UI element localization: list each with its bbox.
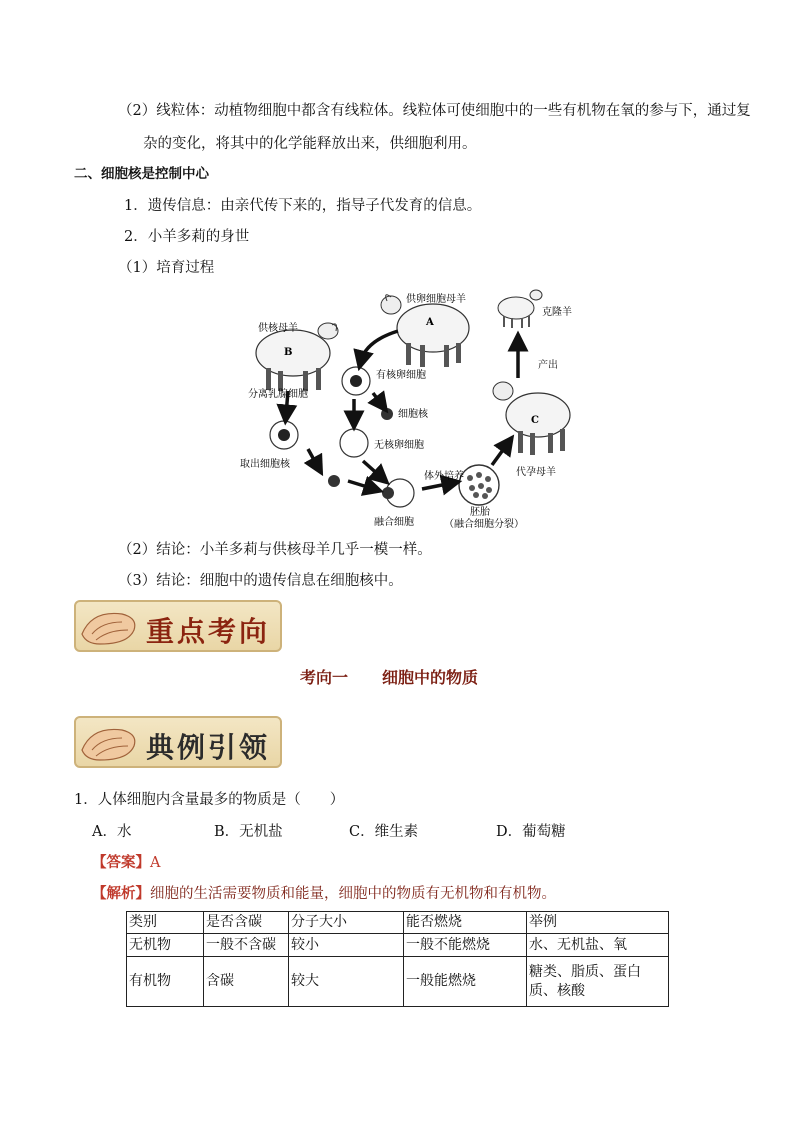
table-cell: 水、无机盐、氧 <box>527 934 669 957</box>
enucleated-egg-cell <box>340 429 368 457</box>
letter-b: B <box>284 347 293 358</box>
mammary-cell <box>270 421 298 449</box>
table-header-cell: 类别 <box>127 912 204 934</box>
analysis-line <box>92 884 556 904</box>
cloning-diagram <box>240 283 588 533</box>
table-header-cell: 举例 <box>527 912 669 934</box>
nucleated-egg-cell <box>342 367 370 395</box>
option-a: A．水 <box>92 824 132 840</box>
mito-line2: 杂的变化，将其中的化学能释放出来，供细胞利用。 <box>143 136 477 152</box>
dolly-heading: 2．小羊多莉的身世 <box>124 229 250 245</box>
option-b: B．无机盐 <box>214 824 283 840</box>
answer-tag: 【答案】 <box>92 854 150 871</box>
banner-key-points-text: 重点考向 <box>146 615 271 648</box>
fused-cell <box>382 479 414 507</box>
arrow-egg-to-fused <box>363 461 382 478</box>
letter-a: A <box>426 317 434 328</box>
table-header-cell: 是否含碳 <box>204 912 289 934</box>
banner-examples <box>74 716 282 768</box>
label-surrogate: 代孕母羊 <box>516 467 556 478</box>
section2-title: 二、细胞核是控制中心 <box>74 166 209 182</box>
option-d: D．葡萄糖 <box>496 824 566 840</box>
label-sheep-b: 供核母羊 <box>258 323 298 334</box>
table-cell: 较大 <box>289 957 404 1007</box>
question-stem: 1．人体细胞内含量最多的物质是（ ） <box>74 792 345 808</box>
table-header-row <box>127 912 669 934</box>
banner-key-points <box>74 600 282 652</box>
letter-c: C <box>531 415 539 426</box>
label-clone: 克隆羊 <box>542 307 572 318</box>
label-embryo: 胚胎 <box>470 507 490 518</box>
topic-num: 考向一 <box>300 668 349 687</box>
topic-heading <box>300 665 478 688</box>
table-header-cell: 分子大小 <box>289 912 404 934</box>
conclusion-2: （2）结论：小羊多莉与供核母羊几乎一模一样。 <box>118 542 432 558</box>
label-enucleated-egg: 无核卵细胞 <box>374 440 424 451</box>
label-nucleus: 细胞核 <box>398 409 428 420</box>
conch-shell-icon <box>78 720 140 764</box>
table-cell: 无机物 <box>127 934 204 957</box>
label-embryo-note: （融合细胞分裂） <box>444 519 524 530</box>
table-cell: 有机物 <box>127 957 204 1007</box>
table-row <box>127 934 669 957</box>
embryo-cell <box>459 465 499 505</box>
genetic-info: 1．遗传信息：由亲代传下来的，指导子代发育的信息。 <box>124 198 482 214</box>
label-extract-nucleus: 取出细胞核 <box>240 459 290 470</box>
banner-examples-text: 典例引领 <box>146 731 271 764</box>
table-cell: 一般能燃烧 <box>404 957 527 1007</box>
mito-line1: （2）线粒体：动植物细胞中都含有线粒体。线粒体可使细胞中的一些有机物在氧的参与下，通过复 <box>118 103 751 119</box>
label-birth: 产出 <box>538 360 558 371</box>
donor-nucleus <box>328 475 340 487</box>
label-fused-cell: 融合细胞 <box>374 517 414 528</box>
table-cell: 糖类、脂质、蛋白质、核酸 <box>527 957 669 1007</box>
arrow-nucleus-to-fused <box>348 481 374 489</box>
arrow-extract-nucleus <box>308 449 318 467</box>
answer-value: A <box>150 855 161 871</box>
substance-table <box>126 911 669 1007</box>
label-sheep-a: 供卵细胞母羊 <box>406 294 466 305</box>
arrow-fused-to-embryo <box>422 483 452 489</box>
table-cell: 较小 <box>289 934 404 957</box>
arrow-a-to-egg <box>361 331 398 361</box>
table-header-cell: 能否燃烧 <box>404 912 527 934</box>
label-mammary: 分离乳腺细胞 <box>248 389 308 400</box>
topic-title: 细胞中的物质 <box>382 668 479 687</box>
table-row <box>127 957 669 1007</box>
conclusion-3: （3）结论：细胞中的遗传信息在细胞核中。 <box>118 573 403 589</box>
analysis-tag: 【解析】 <box>92 885 150 902</box>
arrow-remove-nucleus <box>373 393 382 405</box>
table-cell: 含碳 <box>204 957 289 1007</box>
table-cell: 一般不含碳 <box>204 934 289 957</box>
process-heading: （1）培育过程 <box>118 260 215 276</box>
label-in-vitro: 体外培养 <box>424 471 464 482</box>
arrow-embryo-to-c <box>492 443 508 465</box>
table-cell: 一般不能燃烧 <box>404 934 527 957</box>
nucleus-cell <box>381 408 393 420</box>
label-nucleated-egg: 有核卵细胞 <box>376 370 426 381</box>
conch-shell-icon <box>78 604 140 648</box>
option-c: C．维生素 <box>349 824 419 840</box>
answer-line <box>92 853 160 873</box>
analysis-text: 细胞的生活需要物质和能量，细胞中的物质有无机物和有机物。 <box>150 886 556 902</box>
clone-lamb-illustration <box>498 290 542 328</box>
